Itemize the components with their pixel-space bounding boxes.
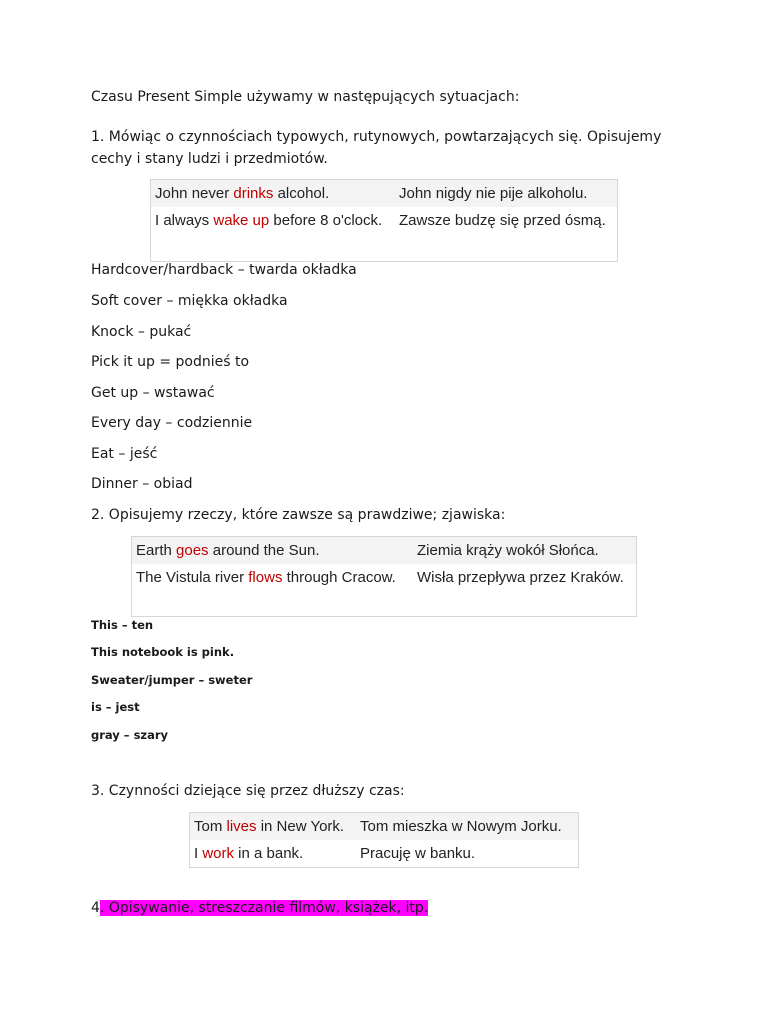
- english-cell: The Vistula river flows through Cracow.: [136, 569, 396, 586]
- table-row: [151, 180, 617, 207]
- vocab-item: This – ten: [91, 618, 154, 632]
- verb-highlight: drinks: [233, 185, 274, 202]
- example-table-1: [150, 179, 618, 262]
- section1-line1: 1. Mówiąc o czynnościach typowych, rutynowych, powtarzających się. Opisujemy: [91, 129, 662, 145]
- vocab-item: This notebook is pink.: [91, 645, 235, 659]
- section4-number: 4: [91, 900, 100, 916]
- vocab-item: Eat – jeść: [91, 446, 158, 462]
- section1-line2: cechy i stany ludzi i przedmiotów.: [91, 151, 328, 167]
- intro-text: Czasu Present Simple używamy w następujących sytuacjach:: [91, 89, 520, 105]
- polish-cell: Pracuję w banku.: [360, 845, 476, 862]
- vocab-item: is – jest: [91, 700, 140, 714]
- polish-cell: Zawsze budzę się przed ósmą.: [399, 212, 606, 229]
- vocab-item: Every day – codziennie: [91, 415, 253, 431]
- english-cell: Tom lives in New York.: [194, 818, 345, 835]
- section2-heading: 2. Opisujemy rzeczy, które zawsze są prawdziwe; zjawiska:: [91, 507, 506, 523]
- table-row: [190, 813, 578, 840]
- verb-highlight: lives: [226, 818, 257, 835]
- section3-heading: 3. Czynności dziejące się przez dłuższy czas:: [91, 783, 405, 799]
- vocab-item: Pick it up = podnieś to: [91, 354, 250, 370]
- vocab-item: Hardcover/hardback – twarda okładka: [91, 262, 357, 278]
- example-table-2: [131, 536, 637, 617]
- polish-cell: Ziemia krąży wokół Słońca.: [417, 542, 599, 559]
- example-table-3: [189, 812, 579, 868]
- vocab-item: Sweater/jumper – sweter: [91, 673, 253, 687]
- verb-highlight: goes: [176, 542, 209, 559]
- english-cell: I always wake up before 8 o'clock.: [155, 212, 383, 229]
- vocab-item: Dinner – obiad: [91, 476, 193, 492]
- vocab-item: Soft cover – miękka okładka: [91, 293, 288, 309]
- verb-highlight: flows: [248, 569, 283, 586]
- table-row: [151, 207, 617, 234]
- verb-highlight: work: [202, 845, 235, 862]
- vocab-item: Knock – pukać: [91, 324, 192, 340]
- table-row: [132, 537, 636, 564]
- table-row: [132, 564, 636, 591]
- english-cell: Earth goes around the Sun.: [136, 542, 320, 559]
- polish-cell: Tom mieszka w Nowym Jorku.: [360, 818, 562, 835]
- verb-highlight: wake up: [213, 212, 270, 229]
- section4-heading: [91, 897, 428, 919]
- english-cell: John never drinks alcohol.: [155, 185, 330, 202]
- polish-cell: John nigdy nie pije alkoholu.: [399, 185, 588, 202]
- table-row: [190, 840, 578, 867]
- vocab-item: gray – szary: [91, 728, 169, 742]
- polish-cell: Wisła przepływa przez Kraków.: [417, 569, 624, 586]
- english-cell: I work in a bank.: [194, 845, 304, 862]
- highlighted-text: . Opisywanie, streszczanie filmów, książek, itp.: [99, 900, 429, 916]
- vocab-item: Get up – wstawać: [91, 385, 215, 401]
